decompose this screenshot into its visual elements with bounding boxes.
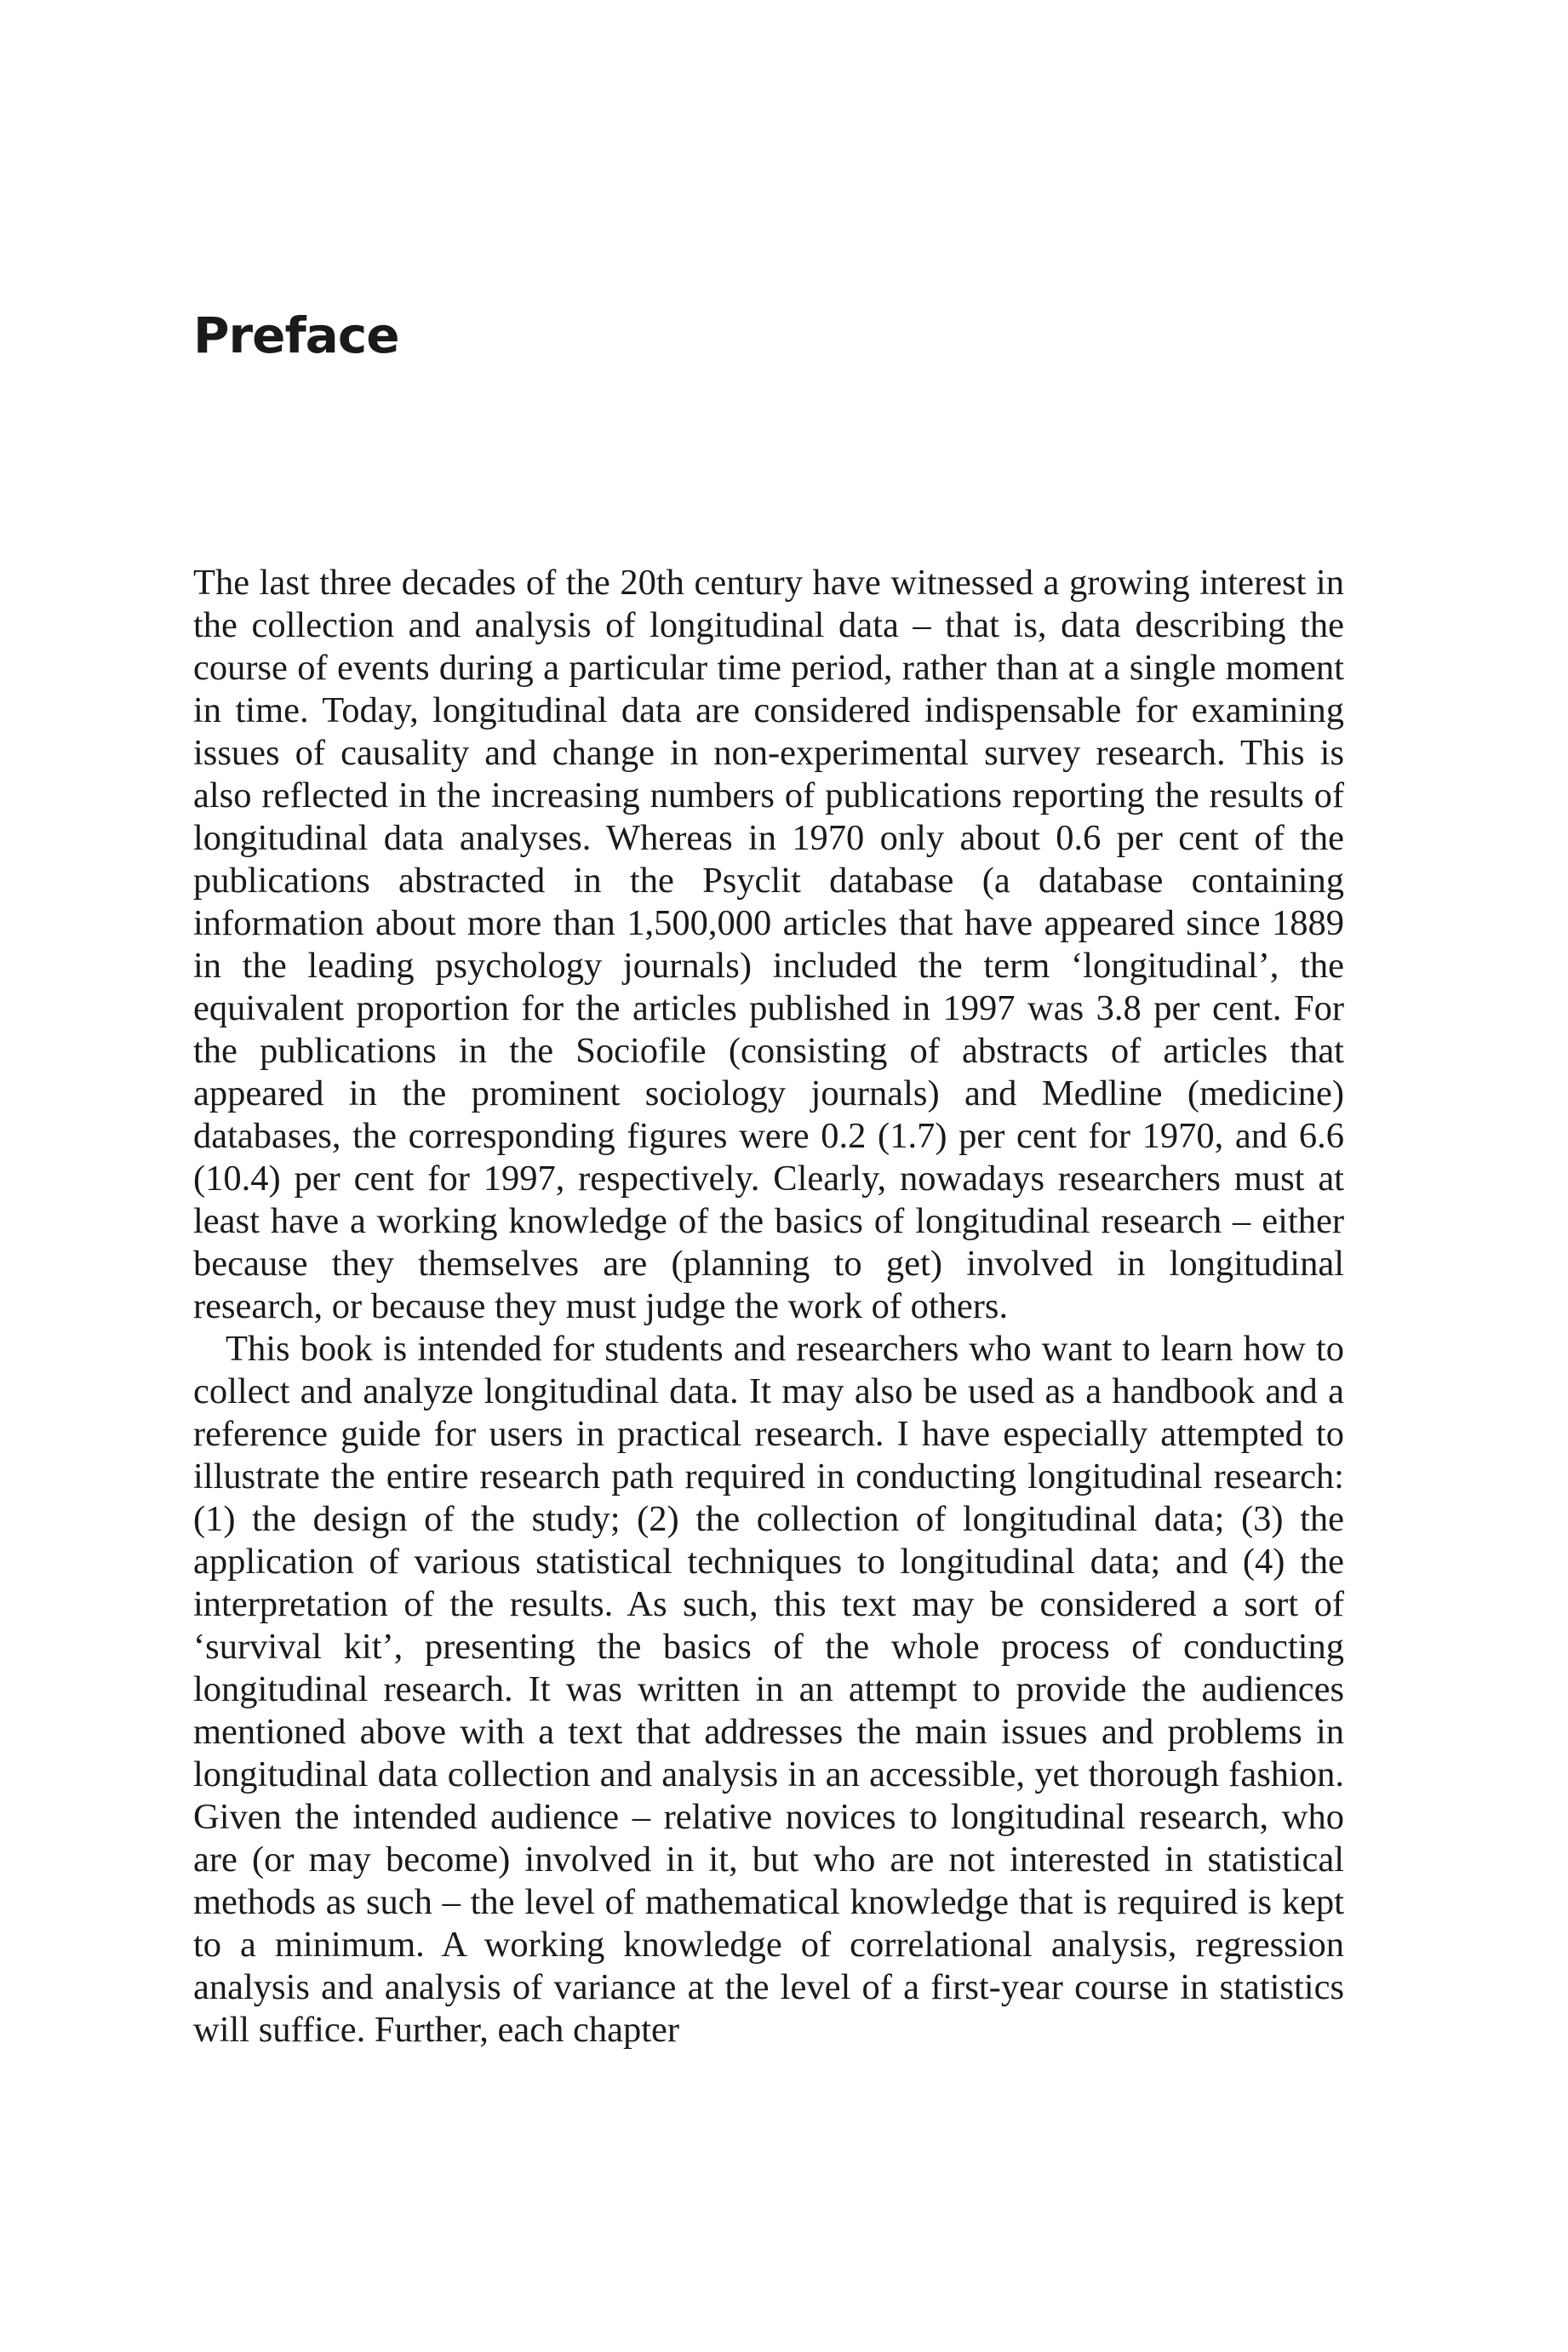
preface-body [193, 562, 1344, 2052]
paragraph: The last three decades of the 20th century have witnessed a growing interest in the collection and analysis of longitudinal data – that is, data describing the course of events during a particular time period, rather than at a single moment in time. Today, longitudinal data are considered indispensable for examining issues of causality and change in non-experimental survey research. This is also reflected in the increasing numbers of publications reporting the results of longitudinal data analyses. Whereas in 1970 only about 0.6 per cent of the publications abstracted in the Psyclit database (a database containing information about more than 1,500,000 articles that have appeared since 1889 in the leading psychology journals) included the term ‘longitudinal’, the equivalent proportion for the articles published in 1997 was 3.8 per cent. For the publications in the Sociofile (consisting of abstracts of articles that appeared in the prominent sociology journals) and Medline (medicine) databases, the corresponding figures were 0.2 (1.7) per cent for 1970, and 6.6 (10.4) per cent for 1997, respectively. Clearly, nowadays researchers must at least have a working knowledge of the basics of longitudinal research – either because they themselves are (planning to get) involved in longitudinal research, or because they must judge the work of others. [193, 563, 1344, 1326]
paragraph: This book is intended for students and researchers who want to learn how to collect and analyze longitudinal data. It may also be used as a handbook and a reference guide for users in practical research. I have especially attempted to illustrate the entire research path required in conducting longitudinal research: (1) the design of the study; (2) the collection of longitudinal data; (3) the application of various statistical techniques to longitudinal data; and (4) the interpretation of the results. As such, this text may be considered a sort of ‘survival kit’, presenting the basics of the whole process of conducting longitudinal research. It was written in an attempt to provide the audiences mentioned above with a text that addresses the main issues and problems in longitudinal data collection and analysis in an accessible, yet thorough fashion. Given the intended audience – relative novices to longitudinal research, who are (or may become) involved in it, but who are not interested in statistical methods as such – the level of mathematical knowledge that is required is kept to a minimum. A working knowledge of correlational analysis, regression analysis and analysis of variance at the level of a first-year course in statistics will suffice. Further, each chapter [193, 1329, 1344, 2050]
page-title: Preface [193, 306, 399, 364]
